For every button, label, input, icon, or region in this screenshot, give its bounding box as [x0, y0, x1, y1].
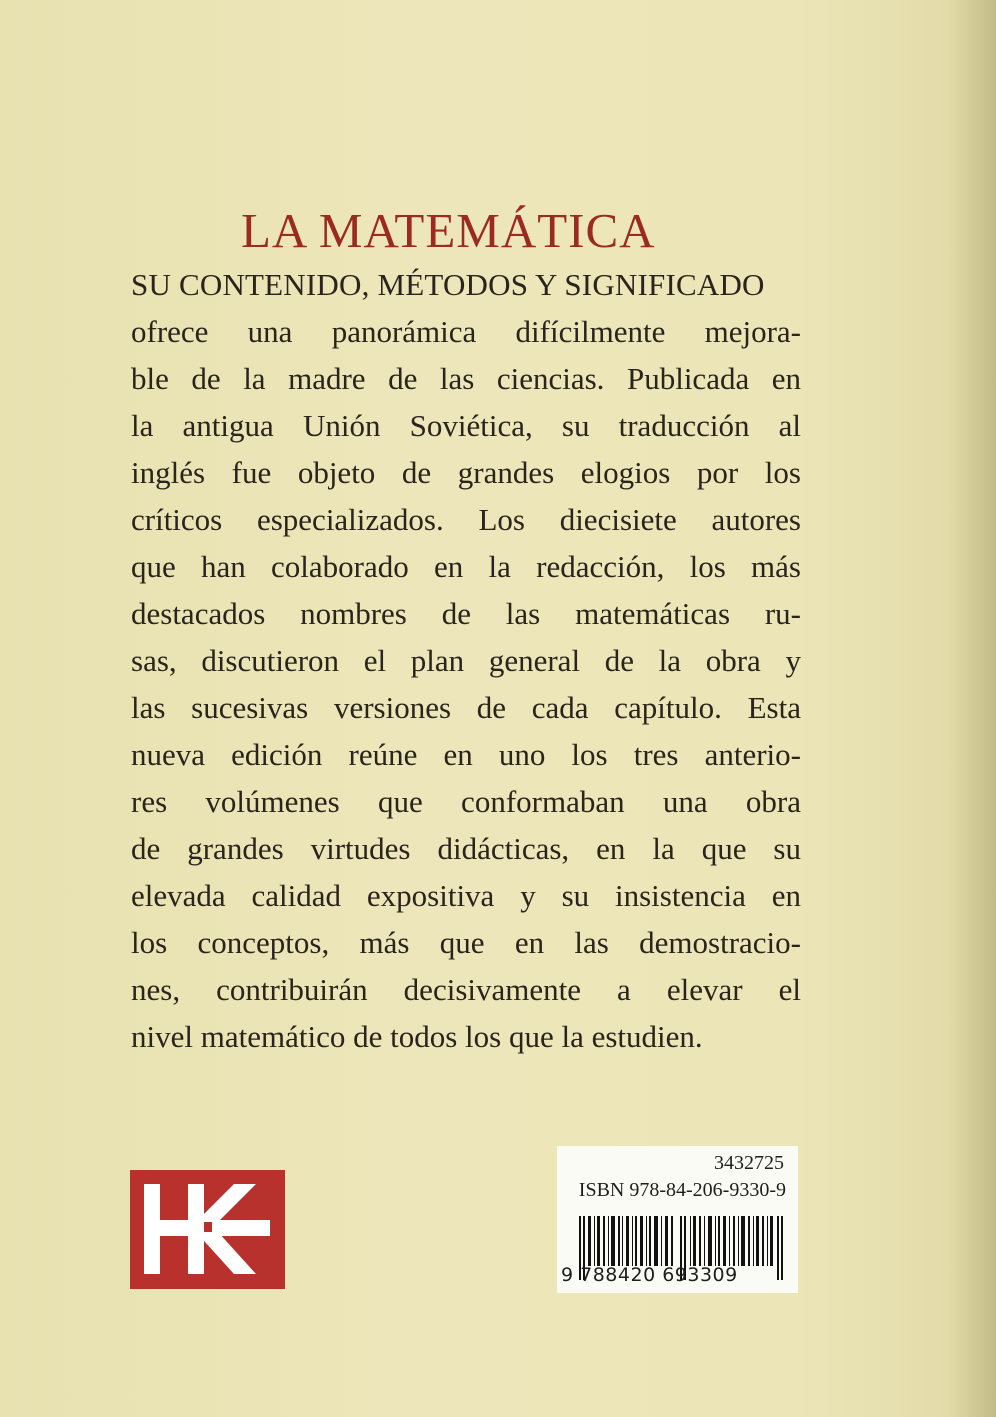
blurb-line: críticos especializados. Los diecisiete autores	[131, 502, 801, 537]
blurb-line: nes, contribuirán decisivamente a elevar el	[131, 972, 801, 1007]
book-subtitle: SU CONTENIDO, MÉTODOS Y SIGNIFICADO	[131, 267, 765, 302]
book-title: LA MATEMÁTICA	[241, 203, 656, 258]
blurb-line: destacados nombres de las matemáticas ru-	[131, 596, 801, 631]
blurb-line: que han colaborado en la redacción, los más	[131, 549, 801, 584]
publisher-ak-logo-icon	[130, 1170, 285, 1289]
blurb-line: elevada calidad expositiva y su insistencia en	[131, 878, 801, 913]
blurb-line: res volúmenes que conformaban una obra	[131, 784, 801, 819]
blurb-text	[131, 308, 801, 1060]
isbn-label	[557, 1146, 798, 1293]
barcode-digits: 9 788420 693309	[561, 1264, 738, 1286]
isbn-number: ISBN 978-84-206-9330-9	[578, 1179, 786, 1201]
inventory-code: 3432725	[714, 1152, 784, 1174]
blurb-line: de grandes virtudes didácticas, en la que su	[131, 831, 801, 866]
blurb-line: la antigua Unión Soviética, su traducción al	[131, 408, 801, 443]
blurb-line: inglés fue objeto de grandes elogios por los	[131, 455, 801, 490]
blurb-line: ble de la madre de las ciencias. Publicada en	[131, 361, 801, 396]
blurb-line: sas, discutieron el plan general de la obra y	[131, 643, 801, 678]
blurb-line: las sucesivas versiones de cada capítulo. Esta	[131, 690, 801, 725]
blurb-line: nivel matemático de todos los que la estudien.	[131, 1019, 703, 1054]
blurb-line: nueva edición reúne en uno los tres anterio-	[131, 737, 801, 772]
blurb-line: los conceptos, más que en las demostracio-	[131, 925, 801, 960]
blurb-line: ofrece una panorámica difícilmente mejora-	[131, 314, 801, 349]
